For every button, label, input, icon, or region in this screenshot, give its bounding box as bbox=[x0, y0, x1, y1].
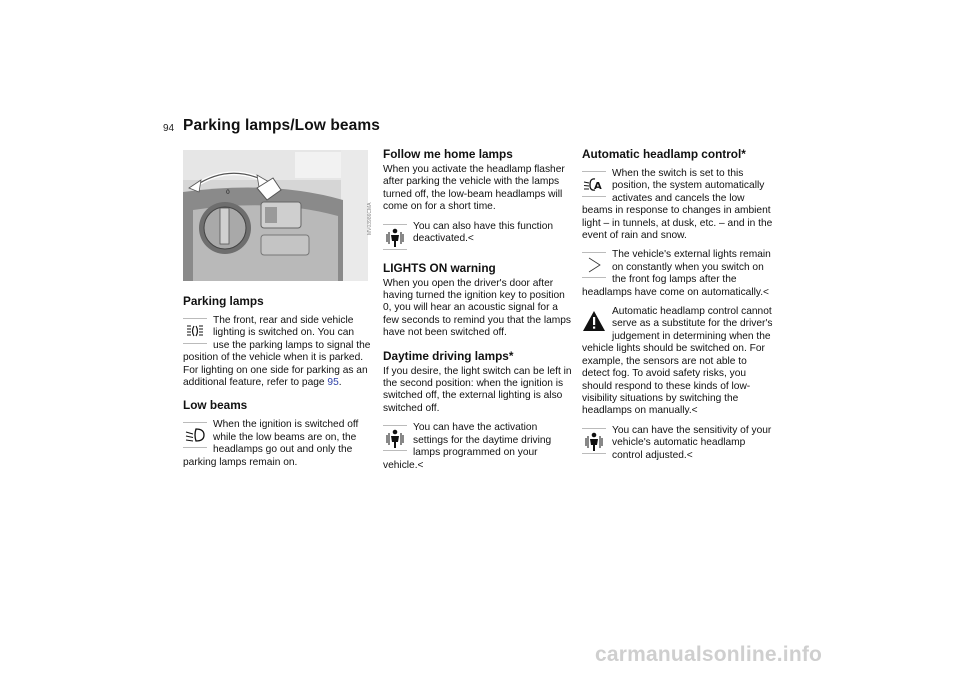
auto-headlamp-icon bbox=[582, 171, 606, 197]
service-info-icon bbox=[582, 428, 606, 454]
heading-parking-lamps: Parking lamps bbox=[183, 294, 264, 308]
light-switch-photo bbox=[183, 150, 368, 281]
service-info-icon bbox=[383, 224, 407, 250]
follow-me-home-text: When you activate the headlamp flasher after parking the vehicle with the lamps turned off, the low-beam headlamps will come on for a short time. bbox=[383, 164, 565, 213]
auto-headlamp-warning bbox=[582, 306, 776, 418]
auto-headlamp-note-2 bbox=[582, 425, 776, 462]
warning-icon bbox=[582, 309, 606, 333]
figure-code: MV03986CMA bbox=[367, 202, 373, 235]
parking-lamps-text-end: . bbox=[338, 377, 342, 389]
page-link-95[interactable]: 95 bbox=[327, 377, 339, 389]
hint-triangle-icon bbox=[582, 252, 606, 278]
parking-lamps-body bbox=[183, 315, 373, 389]
follow-me-home-note-text: You can also have this function deactivated.< bbox=[413, 220, 554, 245]
parking-lamps-text: The front, rear and side vehicle lighting is switched on. You can use the parking lamps to signal the position of the vehicle when it is parked. For lighting on one side for parking as an additional feature, refer to page bbox=[183, 315, 371, 389]
heading-low-beams: Low beams bbox=[183, 398, 248, 413]
heading-daytime-driving: Daytime driving lamps* bbox=[383, 348, 514, 363]
column-3 bbox=[582, 147, 776, 471]
low-beam-icon bbox=[183, 422, 207, 448]
auto-headlamp-body bbox=[582, 168, 776, 242]
section-daytime-driving bbox=[383, 349, 573, 472]
auto-headlamp-text: When the switch is set to this position, the system automatically activates and cancels the low beams in response to changes in ambient light – in tunnels, at dusk, etc. – and in the event of rain and snow. bbox=[582, 168, 773, 242]
lights-on-warning-text: When you open the driver's door after having turned the ignition key to position 0, you will hear an acoustic signal for a few seconds to remind you that the lamps have not been switched off. bbox=[383, 277, 572, 339]
low-beams-text: When the ignition is switched off while the low beams are on, the headlamps go out and only the parking lamps remain on. bbox=[183, 419, 359, 468]
parking-lamp-icon bbox=[183, 318, 207, 344]
service-info-icon bbox=[383, 425, 407, 451]
section-low-beams bbox=[183, 398, 373, 469]
svg-text:A: A bbox=[594, 181, 602, 192]
daytime-driving-note bbox=[383, 422, 573, 472]
section-lights-on-warning bbox=[383, 261, 573, 340]
section-auto-headlamp bbox=[582, 147, 776, 462]
heading-auto-headlamp: Automatic headlamp control* bbox=[582, 147, 746, 161]
heading-follow-me-home: Follow me home lamps bbox=[383, 147, 513, 161]
svg-text:0: 0 bbox=[226, 189, 230, 196]
column-1 bbox=[183, 294, 373, 478]
daytime-driving-note-text: You can have the activation settings for the daytime driving lamps programmed on your vehicle.< bbox=[383, 422, 552, 471]
section-parking-lamps bbox=[183, 294, 373, 389]
page-title: Parking lamps/Low beams bbox=[183, 117, 380, 134]
auto-headlamp-note-1 bbox=[582, 249, 776, 299]
page-number: 94 bbox=[163, 123, 175, 134]
section-follow-me-home bbox=[383, 147, 573, 252]
auto-headlamp-note-2-text: You can have the sensitivity of your vehicle's automatic headlamp control adjusted.< bbox=[612, 424, 772, 461]
daytime-driving-text: If you desire, the light switch can be left in the second position: when the ignition is switched off, the external lighting is also switched off. bbox=[383, 365, 572, 414]
column-2 bbox=[383, 147, 573, 481]
heading-lights-on-warning: LIGHTS ON warning bbox=[383, 260, 496, 275]
auto-headlamp-note-1-text: The vehicle's external lights remain on constantly when you switch on the front fog lamps after the headlamps have come on automatically.< bbox=[582, 249, 771, 298]
auto-headlamp-warning-text: Automatic headlamp control cannot serve as a substitute for the driver's judgement in determining when the vehicle lights should be switched on. For example, the sensors are not able to detect fog. To avoid safety risks, you should respond to these kinds of low-visibility situations by switching the headlamps on manually.< bbox=[582, 306, 773, 417]
low-beams-body bbox=[183, 419, 373, 469]
follow-me-home-note bbox=[383, 221, 573, 252]
watermark: carmanualsonline.info bbox=[595, 643, 823, 666]
